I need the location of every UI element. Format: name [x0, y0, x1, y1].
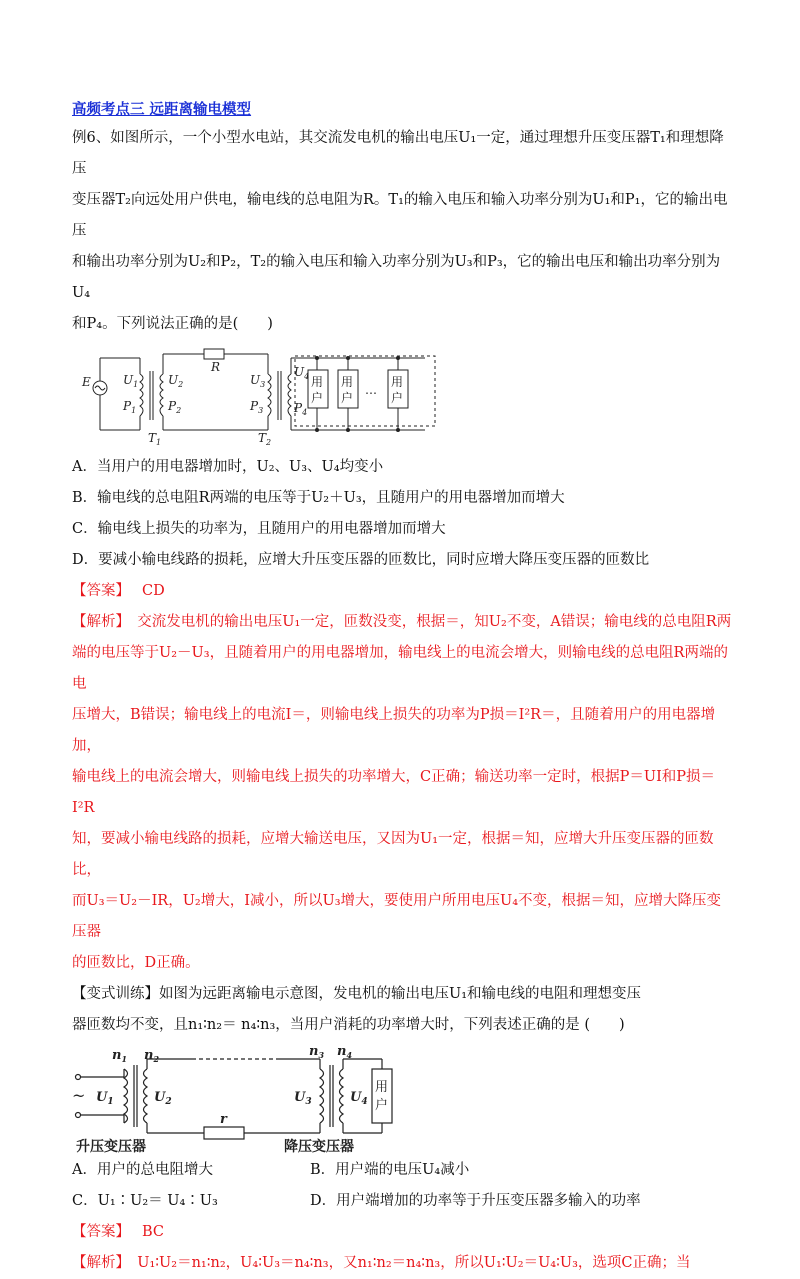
svg-text:n3: $n_3$ [309, 1047, 325, 1060]
option-b: B．输电线的总电阻R两端的电压等于U₂＋U₃，且随用户的用电器增加而增大 [72, 490, 565, 506]
svg-text:P1: $P_1$ [123, 399, 137, 415]
analysis-label: 【解析】 [72, 1255, 123, 1271]
option-a: A．当用户的用电器增加时，U₂、U₃、U₄均变小 [72, 459, 384, 475]
options-list-2 [72, 1155, 732, 1217]
analysis-1: 【解析】 交流发电机的输出电压U₁一定，匝数没变，根据＝，知U₂不变，A错误；输电线的总电阻R两 端的电压等于U₂－U₃，且随着用户的用电器增加，输电线上的电流会增大，则输电线的总电阻R两端的电 压增大，B错误；输电线上的电流I＝，则输电线上损失的功率为P损＝I²R＝，且随着用户的用电器增加， 输电线上的电流会增大，则输电线上损失的功率增大，C正确；输送功率一定时，根据P＝UI和P损＝I²R 知，要减小输电线路的损耗，应增大输送电压，又因为U₁一定，根据＝知，应增大升压变压器的匝数比， 而U₃＝U₂－IR，U₂增大，I减小，所以U₃增大，要使用户所用电压U₄不变，根据＝知，应增大降压变压器 的匝数比，D正确。 [72, 614, 732, 971]
svg-text:U3: $U_3$ [294, 1090, 312, 1107]
step-down-label: 降压变压器 [284, 1139, 354, 1153]
svg-text:n1: $n_1$ [112, 1048, 128, 1064]
svg-text:T2: $T_2$ [258, 431, 272, 446]
svg-text:U1: $U_1$ [123, 373, 139, 389]
label-e: E [82, 375, 91, 389]
question-line: 和输出功率分别为U₂和P₂，T₂的输入电压和输入功率分别为U₃和P₃，它的输出电压和输出功率分别为U₄ [72, 254, 721, 301]
option-b: B．用户端的电压U₄减小 [310, 1162, 470, 1178]
resistor-r [204, 1127, 244, 1139]
page-content [72, 98, 732, 1279]
option-a: A．用户的总电阻增大 [72, 1162, 213, 1178]
svg-text:用: 用 [311, 375, 324, 389]
svg-text:用: 用 [375, 1080, 389, 1095]
answer-value: CD [142, 583, 165, 599]
variant-question: 【变式训练】如图为远距离输电示意图，发电机的输出电压U₁和输电线的电阻和理想变压 器匝数均不变，且n₁∶n₂＝ n₄∶n₃，当用户消耗的功率增大时，下列表述正确的是 ( ) [72, 986, 642, 1033]
svg-text:户: 户 [375, 1098, 389, 1113]
label-r: r [220, 1112, 227, 1127]
question-line: 和P₄。下列说法正确的是( ) [72, 316, 273, 332]
question-line: 变压器T₂向远处用户供电，输电线的总电阻为R。T₁的输入电压和输入功率分别为U₁和P₁，它的输出电压 [72, 192, 728, 239]
step-up-label: 升压变压器 [76, 1139, 146, 1153]
svg-text:P3: $P_3$ [250, 399, 264, 415]
ellipsis: … [365, 383, 377, 397]
answer-1 [72, 576, 732, 607]
user-load [372, 1069, 392, 1123]
options-list-1 [72, 452, 732, 576]
ac-symbol-icon: ~ [72, 1086, 86, 1105]
svg-text:户: 户 [311, 391, 324, 405]
option-d: D．要减小输电线路的损耗，应增大升压变压器的匝数比，同时应增大降压变压器的匝数比 [72, 552, 650, 568]
svg-text:P2: $P_2$ [168, 399, 182, 415]
svg-text:用: 用 [391, 375, 404, 389]
label-r: R [211, 360, 221, 374]
transmission-circuit-figure-1 [80, 346, 440, 446]
svg-text:U1: $U_1$ [96, 1090, 114, 1107]
analysis-label: 【解析】 [72, 614, 123, 630]
option-c: C．输电线上损失的功率为，且随用户的用电器增加而增大 [72, 521, 446, 537]
svg-text:U2: $U_2$ [154, 1090, 172, 1107]
answer-value: BC [142, 1224, 165, 1240]
svg-text:P4: $P_4$ [294, 401, 308, 417]
example-question [72, 123, 732, 340]
answer-2 [72, 1217, 732, 1248]
svg-text:户: 户 [391, 391, 404, 405]
option-c: C．U₁∶U₂＝ U₄∶U₃ [72, 1193, 218, 1209]
analysis-2: 【解析】 U₁∶U₂＝n₁∶n₂，U₄∶U₃＝n₄∶n₃，又n₁∶n₂＝n₄∶n₃，所以U₁∶U₂＝U₄∶U₃，选项C正确；当 [72, 1255, 691, 1271]
svg-text:n2: $n_2$ [144, 1048, 160, 1064]
section-title: 高频考点三 远距离输电模型 [72, 102, 252, 118]
svg-text:T1: $T_1$ [148, 431, 162, 446]
svg-text:U4: $U_4$ [350, 1090, 368, 1107]
svg-text:n4: $n_4$ [337, 1047, 353, 1060]
transmission-circuit-figure-2 [72, 1047, 402, 1153]
resistor-r [204, 349, 224, 359]
svg-text:U4: $U_4$ [294, 365, 310, 381]
option-d: D．用户端增加的功率等于升压变压器多输入的功率 [310, 1193, 641, 1209]
answer-label: 【答案】 [72, 583, 130, 599]
answer-label: 【答案】 [72, 1224, 130, 1240]
svg-text:户: 户 [341, 391, 354, 405]
svg-text:U3: $U_3$ [250, 373, 266, 389]
svg-text:U2: $U_2$ [168, 373, 184, 389]
svg-text:用: 用 [341, 375, 354, 389]
question-line: 例6、如图所示，一个小型水电站，其交流发电机的输出电压U₁一定，通过理想升压变压器T₁和理想降压 [72, 130, 724, 177]
